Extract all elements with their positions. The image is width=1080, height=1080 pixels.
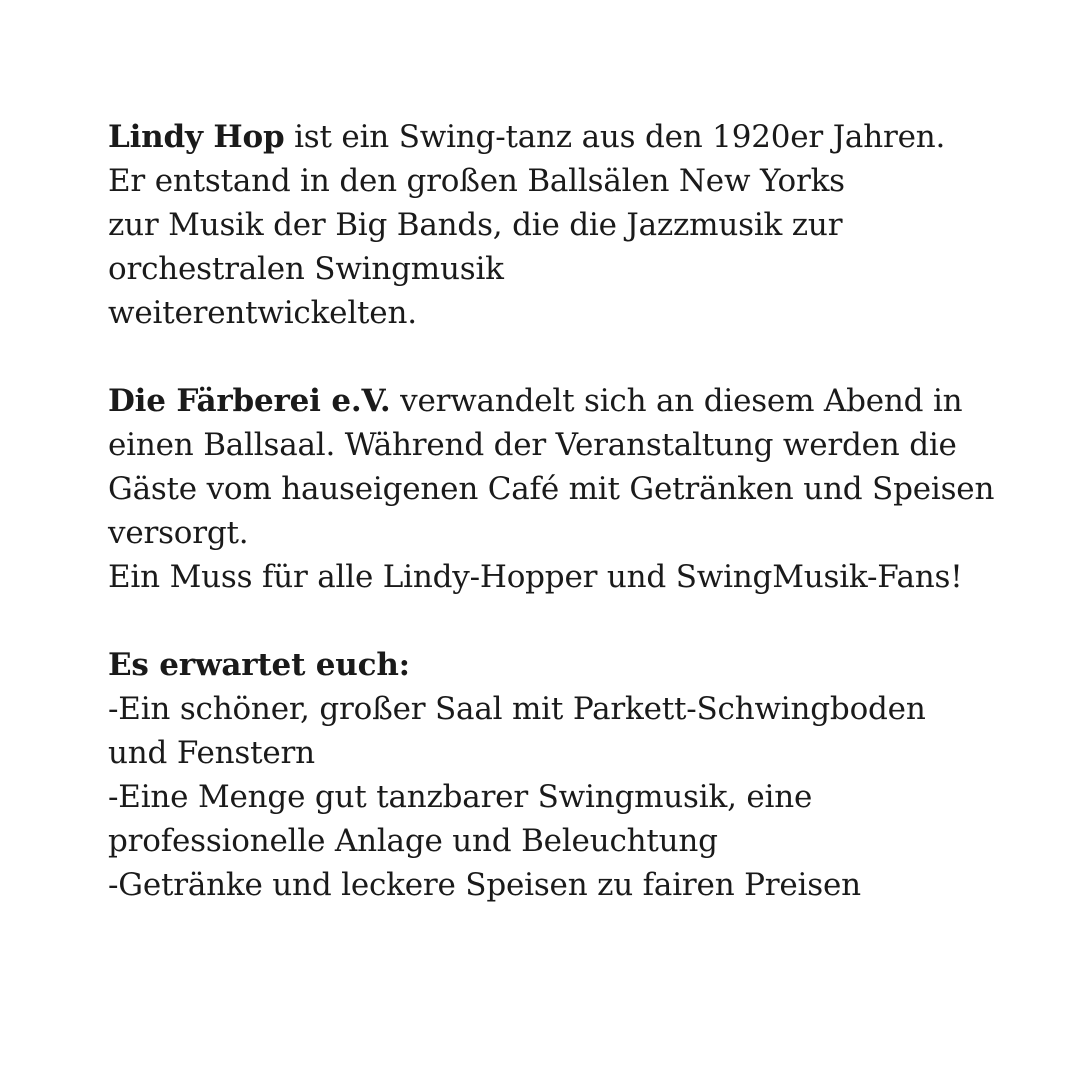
intro-line-3: zur Musik der Big Bands, die die Jazzmusik zur [108, 207, 843, 243]
intro-line-5: weiterentwickelten. [108, 295, 417, 331]
expectation-item: und Fenstern [108, 735, 315, 771]
venue-line-3: Gäste vom hauseigenen Café mit Getränken und Speisen [108, 471, 995, 507]
expectations-heading: Es erwartet euch: [108, 647, 410, 683]
paragraph-gap [108, 335, 1080, 379]
expectation-item: professionelle Anlage und Beleuchtung [108, 823, 718, 859]
intro-line-1: Lindy Hop ist ein Swing-tanz aus den 1920er Jahren. [108, 119, 946, 155]
intro-line-4: orchestralen Swingmusik [108, 251, 504, 287]
venue-line-4: versorgt. [108, 515, 249, 551]
intro-paragraph [108, 115, 1080, 335]
expectation-item: -Eine Menge gut tanzbarer Swingmusik, eine [108, 779, 813, 815]
venue-name: Die Färberei e.V. [108, 383, 391, 419]
expectations-section [108, 643, 1080, 907]
expectation-item: -Getränke und leckere Speisen zu fairen Preisen [108, 867, 861, 903]
venue-line-2: einen Ballsaal. Während der Veranstaltung werden die [108, 427, 957, 463]
expectation-item: -Ein schöner, großer Saal mit Parkett-Schwingboden [108, 691, 926, 727]
venue-line-1: Die Färberei e.V. verwandelt sich an diesem Abend in [108, 383, 963, 419]
paragraph-gap [108, 599, 1080, 643]
venue-paragraph [108, 379, 1080, 599]
lindy-hop-term: Lindy Hop [108, 119, 285, 155]
intro-line-2: Er entstand in den großen Ballsälen New Yorks [108, 163, 845, 199]
venue-line-5: Ein Muss für alle Lindy-Hopper und SwingMusik-Fans! [108, 559, 963, 595]
